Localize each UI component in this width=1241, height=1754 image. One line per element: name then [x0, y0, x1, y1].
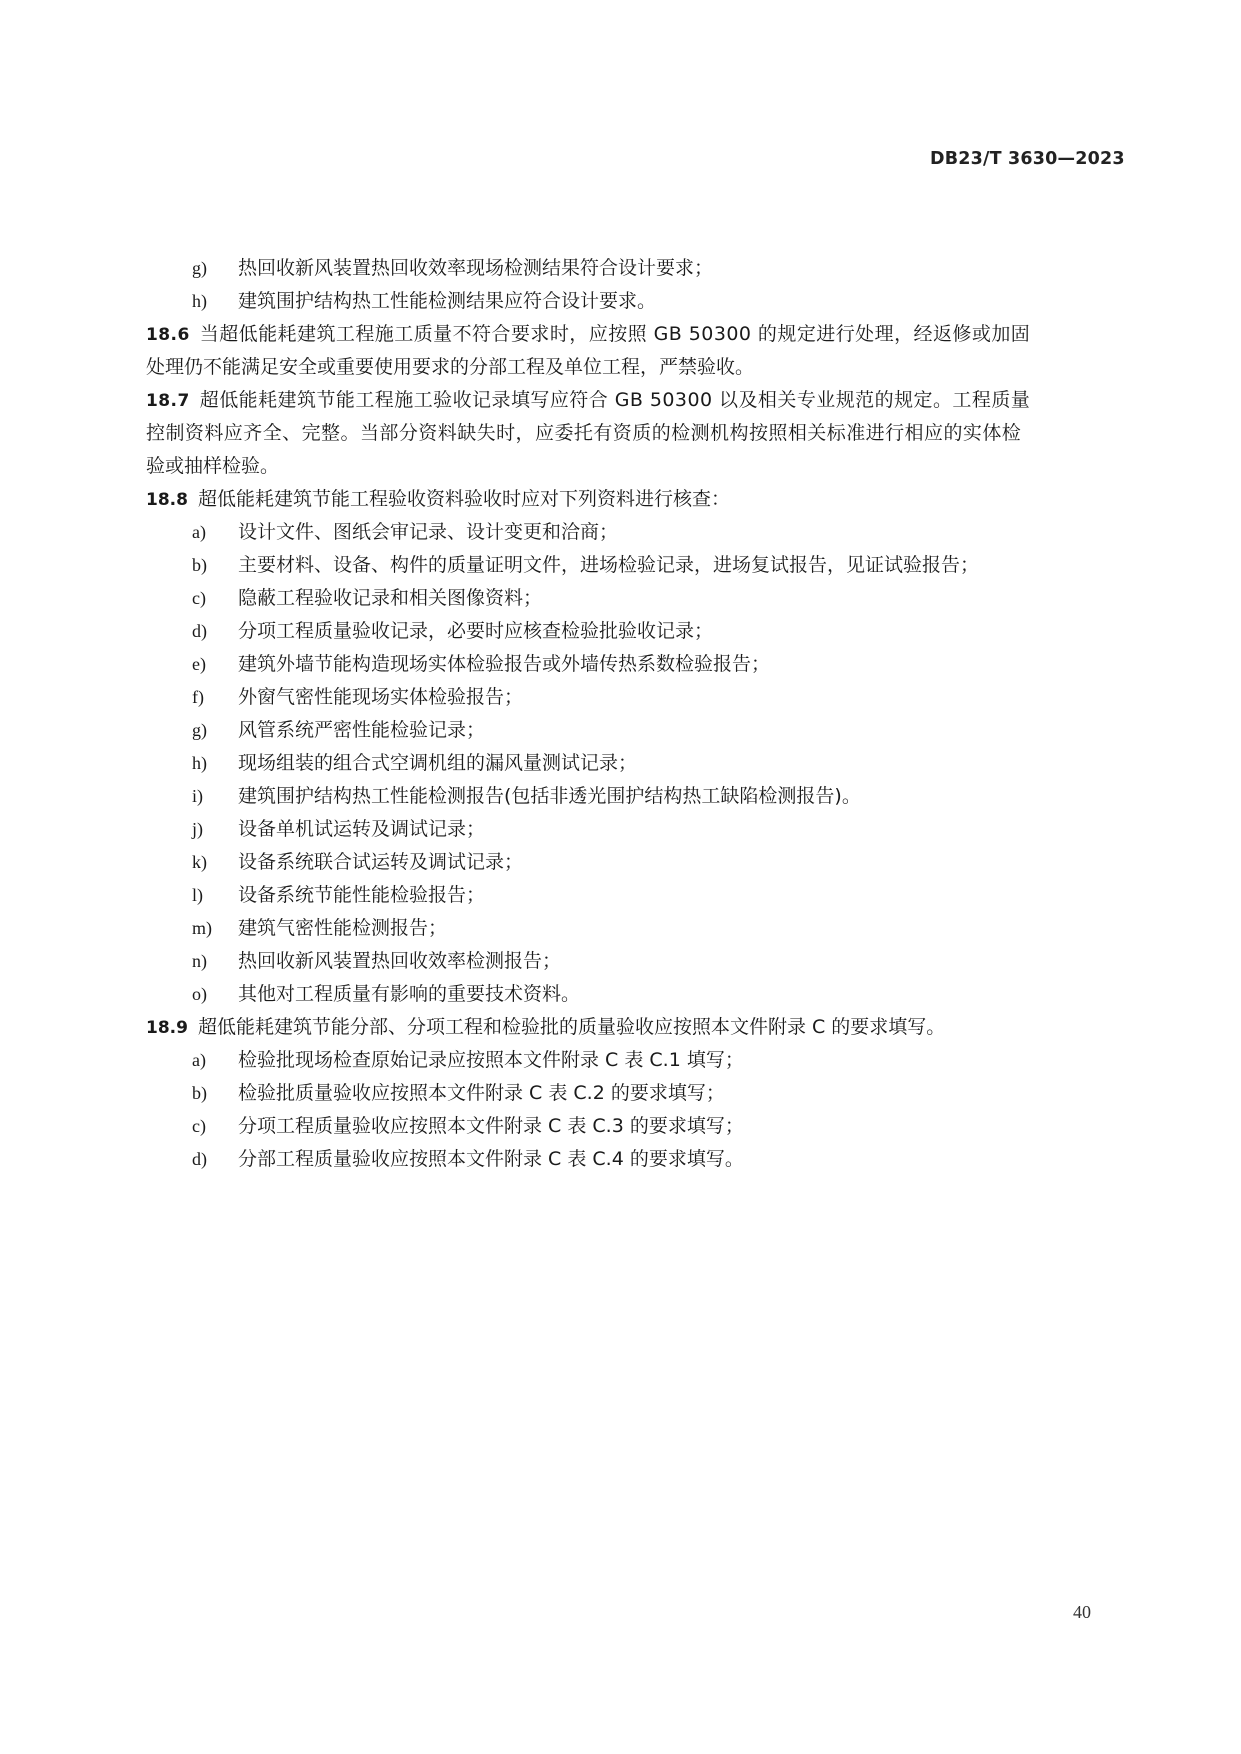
list-item [146, 615, 1116, 648]
list-item [146, 549, 1116, 582]
clause-18-7-line-2: 控制资料应齐全、完整。当部分资料缺失时，应委托有资质的检测机构按照相关标准进行相应的实体检 [146, 422, 1022, 444]
list-item [146, 846, 1116, 879]
item-marker: h) [192, 753, 207, 773]
item-marker: h) [192, 291, 207, 311]
item-marker: a) [192, 522, 206, 542]
item-marker: g) [192, 258, 207, 278]
list-item [146, 879, 1116, 912]
clause-number: 18.6 [146, 325, 190, 345]
list-item [146, 813, 1116, 846]
clause-number: 18.7 [146, 391, 190, 411]
item-text: 隐蔽工程验收记录和相关图像资料； [238, 587, 543, 609]
item-marker: j) [192, 819, 203, 839]
list-item [146, 1143, 1116, 1176]
clause-18-6-line-2: 处理仍不能满足安全或重要使用要求的分部工程及单位工程，严禁验收。 [146, 356, 755, 378]
item-marker: a) [192, 1050, 206, 1070]
list-item [146, 1044, 1116, 1077]
document-body [146, 252, 1116, 1176]
item-text: 现场组装的组合式空调机组的漏风量测试记录； [238, 752, 638, 774]
list-item [146, 714, 1116, 747]
clause-text: 超低能耗建筑节能分部、分项工程和检验批的质量验收应按照本文件附录 C 的要求填写。 [197, 1016, 946, 1038]
list-item [146, 780, 1116, 813]
list-item [146, 747, 1116, 780]
item-text: 建筑围护结构热工性能检测报告(包括非透光围护结构热工缺陷检测报告)。 [238, 785, 861, 807]
item-text: 设计文件、图纸会审记录、设计变更和洽商； [238, 521, 619, 543]
item-text: 分项工程质量验收应按照本文件附录 C 表 C.3 的要求填写； [238, 1115, 744, 1137]
list-item [146, 681, 1116, 714]
list-item [146, 582, 1116, 615]
item-text: 分项工程质量验收记录，必要时应核查检验批验收记录； [238, 620, 714, 642]
item-text: 分部工程质量验收应按照本文件附录 C 表 C.4 的要求填写。 [238, 1148, 744, 1170]
clause-18-7-line-3: 验或抽样检验。 [146, 455, 280, 477]
item-text: 外窗气密性能现场实体检验报告； [238, 686, 524, 708]
item-marker: o) [192, 984, 207, 1004]
list-item [146, 252, 1116, 285]
item-marker: l) [192, 885, 203, 905]
item-text: 热回收新风装置热回收效率检测报告； [238, 950, 562, 972]
item-marker: m) [192, 918, 212, 938]
item-marker: b) [192, 555, 207, 575]
clause-18-9-heading [146, 1011, 1116, 1044]
item-marker: n) [192, 951, 207, 971]
item-text: 检验批质量验收应按照本文件附录 C 表 C.2 的要求填写； [238, 1082, 725, 1104]
item-text: 设备系统联合试运转及调试记录； [238, 851, 524, 873]
list-item [146, 1110, 1116, 1143]
item-marker: e) [192, 654, 206, 674]
item-text: 建筑围护结构热工性能检测结果应符合设计要求。 [238, 290, 657, 312]
item-text: 风管系统严密性能检验记录； [238, 719, 486, 741]
list-item [146, 648, 1116, 681]
item-marker: c) [192, 1116, 206, 1136]
clause-18-7-line-1 [146, 384, 1116, 417]
clause-18-8-heading [146, 483, 1116, 516]
item-marker: b) [192, 1083, 207, 1103]
item-marker: i) [192, 786, 203, 806]
item-marker: k) [192, 852, 207, 872]
item-marker: g) [192, 720, 207, 740]
item-text: 检验批现场检查原始记录应按照本文件附录 C 表 C.1 填写； [238, 1049, 744, 1071]
item-text: 建筑外墙节能构造现场实体检验报告或外墙传热系数检验报告； [238, 653, 771, 675]
clause-number: 18.8 [146, 490, 188, 510]
item-text: 主要材料、设备、构件的质量证明文件，进场检验记录，进场复试报告，见证试验报告； [238, 554, 980, 576]
item-marker: c) [192, 588, 206, 608]
item-marker: d) [192, 1149, 207, 1169]
page-number: 40 [1073, 1602, 1091, 1622]
clause-text: 超低能耗建筑节能工程施工验收记录填写应符合 GB 50300 以及相关专业规范的规定。工程质量 [199, 389, 1031, 411]
clause-text: 超低能耗建筑节能工程验收资料验收时应对下列资料进行核查： [197, 488, 730, 510]
item-text: 热回收新风装置热回收效率现场检测结果符合设计要求； [238, 257, 714, 279]
item-text: 建筑气密性能检测报告； [238, 917, 448, 939]
list-item [146, 912, 1116, 945]
list-item [146, 516, 1116, 549]
item-text: 设备单机试运转及调试记录； [238, 818, 486, 840]
list-item [146, 285, 1116, 318]
item-text: 设备系统节能性能检验报告； [238, 884, 486, 906]
item-text: 其他对工程质量有影响的重要技术资料。 [238, 983, 581, 1005]
item-marker: d) [192, 621, 207, 641]
list-item [146, 945, 1116, 978]
document-code: DB23/T 3630—2023 [930, 149, 1125, 169]
clause-18-6-line-1 [146, 318, 1116, 351]
clause-number: 18.9 [146, 1018, 188, 1038]
list-item [146, 978, 1116, 1011]
item-marker: f) [192, 687, 204, 707]
clause-text: 当超低能耗建筑工程施工质量不符合要求时，应按照 GB 50300 的规定进行处理，经返修或加固 [199, 323, 1031, 345]
list-item [146, 1077, 1116, 1110]
